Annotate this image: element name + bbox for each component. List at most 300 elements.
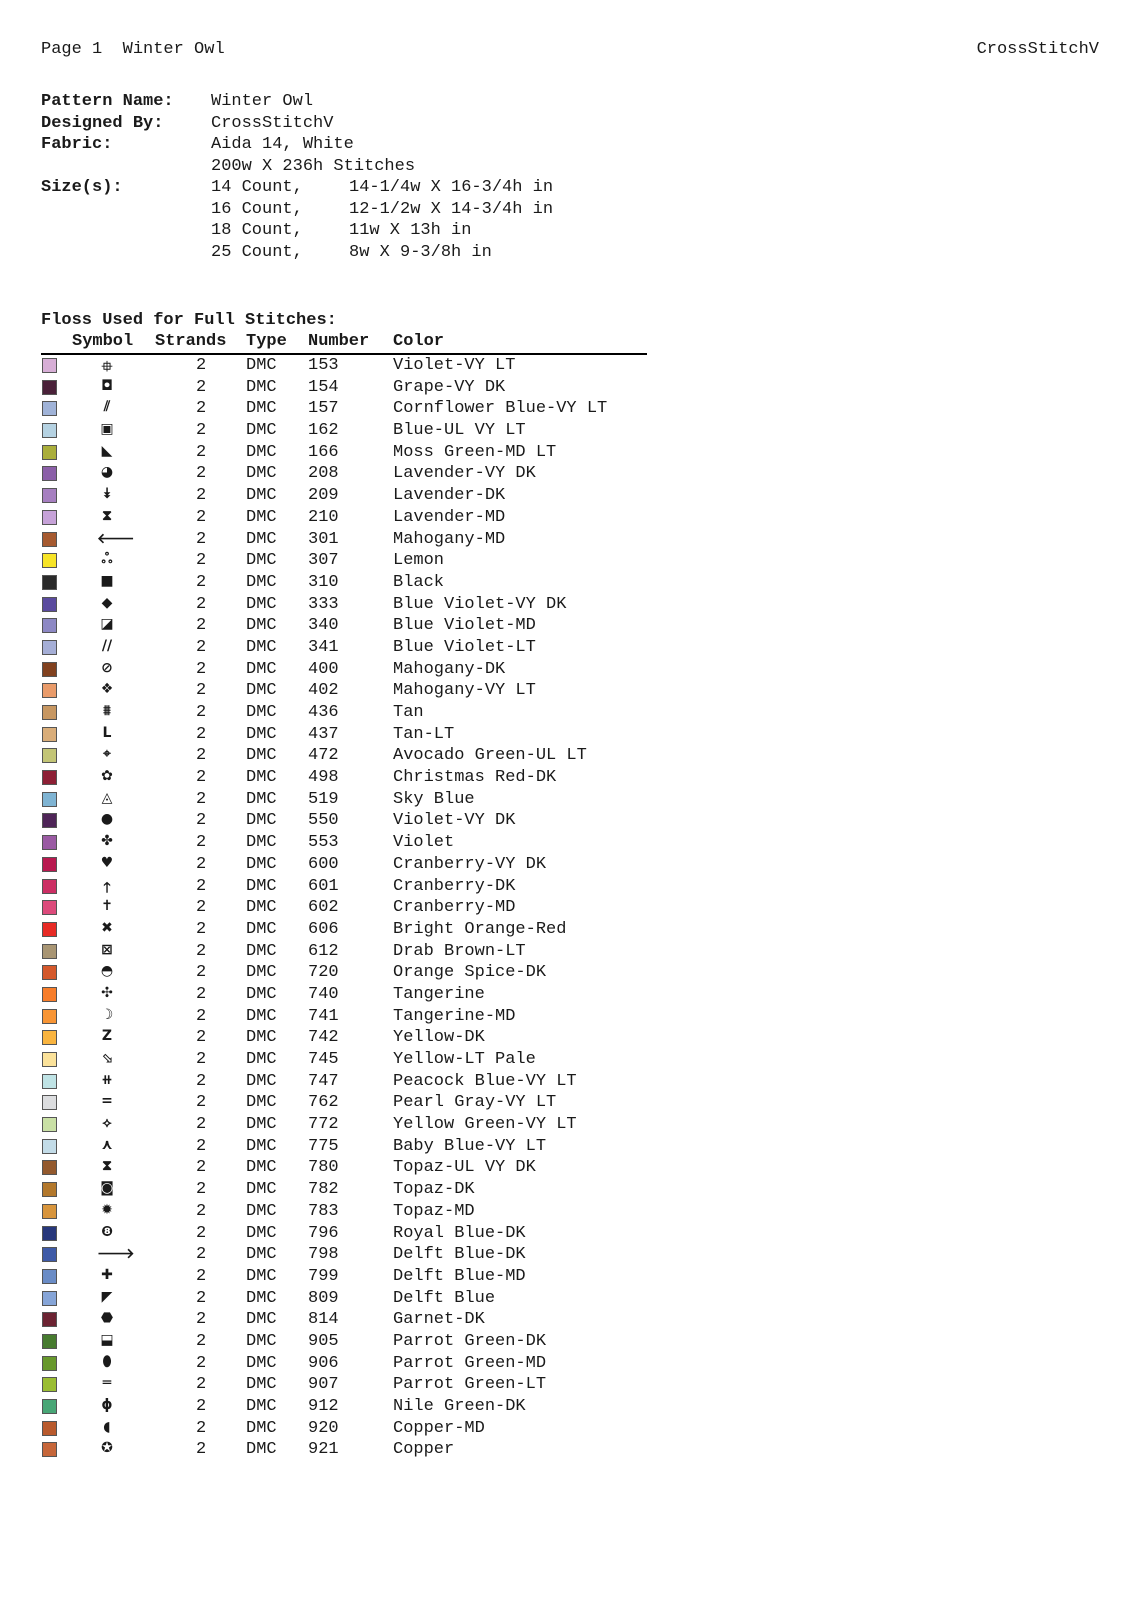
color-name-cell: Yellow Green-VY LT bbox=[393, 1115, 577, 1135]
stitch-symbol: ◆ bbox=[101, 594, 113, 611]
stitch-symbol: ♥ bbox=[100, 854, 114, 871]
table-row bbox=[41, 529, 661, 551]
table-row bbox=[41, 615, 661, 637]
number-cell: 905 bbox=[308, 1331, 339, 1351]
color-swatch bbox=[42, 640, 57, 655]
type-cell: DMC bbox=[246, 529, 277, 549]
table-row bbox=[41, 1006, 661, 1028]
color-swatch bbox=[42, 662, 57, 677]
type-cell: DMC bbox=[246, 442, 277, 462]
color-swatch bbox=[42, 1117, 57, 1132]
table-row bbox=[41, 984, 661, 1006]
table-row bbox=[41, 897, 661, 919]
color-swatch bbox=[42, 1269, 57, 1284]
color-name-cell: Tangerine-MD bbox=[393, 1006, 516, 1026]
page-header bbox=[41, 40, 225, 59]
strands-cell: 2 bbox=[196, 1050, 207, 1069]
color-name-cell: Violet bbox=[393, 833, 455, 853]
stitch-symbol: ◬ bbox=[101, 789, 113, 806]
color-name-cell: Blue-UL VY LT bbox=[393, 421, 526, 441]
strands-cell: 2 bbox=[196, 1201, 207, 1221]
color-name-cell: Mahogany-DK bbox=[393, 659, 506, 679]
color-swatch bbox=[42, 358, 57, 373]
strands-cell: 2 bbox=[196, 1006, 207, 1026]
type-cell: DMC bbox=[246, 789, 277, 809]
number-cell: 798 bbox=[308, 1245, 339, 1265]
color-name-cell: Blue Violet-MD bbox=[393, 616, 536, 636]
table-row bbox=[41, 1374, 661, 1396]
stitch-symbol: ◖ bbox=[103, 1418, 111, 1435]
strands-cell: 2 bbox=[196, 703, 207, 722]
stitch-symbol: Z bbox=[101, 1028, 113, 1045]
table-row bbox=[41, 355, 661, 377]
color-swatch bbox=[42, 770, 57, 785]
table-row bbox=[41, 1027, 661, 1049]
color-swatch bbox=[42, 466, 57, 481]
color-swatch bbox=[42, 380, 57, 395]
color-swatch bbox=[42, 900, 57, 915]
stitch-symbol: ⬮ bbox=[102, 1353, 112, 1370]
strands-cell: 2 bbox=[196, 963, 207, 983]
strands-cell: 2 bbox=[196, 1158, 207, 1178]
color-name-cell: Delft Blue-MD bbox=[393, 1266, 526, 1286]
number-cell: 814 bbox=[308, 1310, 339, 1330]
table-row bbox=[41, 550, 661, 572]
color-name-cell: Drab Brown-LT bbox=[393, 941, 526, 961]
color-swatch bbox=[42, 727, 57, 742]
color-swatch bbox=[42, 1442, 57, 1457]
stitch-symbol: ✣ bbox=[101, 984, 113, 1001]
color-swatch bbox=[42, 813, 57, 828]
number-cell: 809 bbox=[308, 1288, 339, 1308]
number-cell: 799 bbox=[308, 1266, 339, 1286]
color-name-cell: Cranberry-MD bbox=[393, 898, 516, 918]
table-row bbox=[41, 442, 661, 464]
color-swatch bbox=[42, 1226, 57, 1241]
strands-cell: 2 bbox=[196, 551, 207, 571]
column-header-strands: Strands bbox=[155, 332, 227, 351]
color-name-cell: Peacock Blue-VY LT bbox=[393, 1071, 577, 1091]
number-cell: 400 bbox=[308, 659, 339, 679]
number-cell: 402 bbox=[308, 681, 339, 701]
stitch-symbol: // bbox=[101, 637, 113, 654]
color-name-cell: Pearl Gray-VY LT bbox=[393, 1093, 557, 1113]
color-swatch bbox=[42, 792, 57, 807]
strands-cell: 2 bbox=[196, 1136, 207, 1156]
strands-cell: 2 bbox=[196, 442, 207, 462]
strands-cell: 2 bbox=[196, 1093, 207, 1113]
number-cell: 166 bbox=[308, 442, 339, 462]
strands-cell: 2 bbox=[196, 594, 207, 614]
type-cell: DMC bbox=[246, 659, 277, 679]
color-swatch bbox=[42, 1204, 57, 1219]
table-row bbox=[41, 1049, 661, 1071]
stitch-symbol: ◘ bbox=[101, 377, 113, 394]
table-row bbox=[41, 398, 661, 420]
stitch-symbol: ✖ bbox=[101, 919, 113, 936]
color-swatch bbox=[42, 618, 57, 633]
number-cell: 162 bbox=[308, 421, 339, 441]
color-name-cell: Lavender-VY DK bbox=[393, 464, 536, 484]
strands-cell: 2 bbox=[196, 1115, 207, 1135]
type-cell: DMC bbox=[246, 421, 277, 441]
color-swatch bbox=[42, 1009, 57, 1024]
stitch-symbol: ❖ bbox=[100, 681, 114, 698]
table-row bbox=[41, 507, 661, 529]
color-swatch bbox=[42, 1247, 57, 1262]
strands-cell: 2 bbox=[196, 421, 207, 441]
type-cell: DMC bbox=[246, 681, 277, 701]
number-cell: 310 bbox=[308, 572, 339, 592]
strands-cell: 2 bbox=[196, 529, 207, 549]
number-cell: 157 bbox=[308, 399, 339, 419]
color-name-cell: Cranberry-DK bbox=[393, 876, 516, 896]
page-number: Page 1 bbox=[41, 40, 103, 59]
type-cell: DMC bbox=[246, 1418, 277, 1438]
number-cell: 210 bbox=[308, 507, 339, 527]
type-cell: DMC bbox=[246, 703, 277, 722]
color-name-cell: Lemon bbox=[393, 551, 445, 571]
color-swatch bbox=[42, 1139, 57, 1154]
number-cell: 606 bbox=[308, 919, 339, 939]
type-cell: DMC bbox=[246, 1006, 277, 1026]
color-swatch bbox=[42, 597, 57, 612]
type-cell: DMC bbox=[246, 572, 277, 592]
designer: CrossStitchV bbox=[211, 113, 334, 133]
table-row bbox=[41, 962, 661, 984]
number-cell: 912 bbox=[308, 1397, 339, 1416]
type-cell: DMC bbox=[246, 1093, 277, 1113]
color-swatch bbox=[42, 965, 57, 980]
number-cell: 783 bbox=[308, 1201, 339, 1221]
table-row bbox=[41, 1266, 661, 1288]
number-cell: 907 bbox=[308, 1375, 339, 1395]
stitch-symbol: ◤ bbox=[101, 1288, 113, 1305]
color-swatch bbox=[42, 1399, 57, 1414]
number-cell: 720 bbox=[308, 963, 339, 983]
strands-cell: 2 bbox=[196, 919, 207, 939]
stitch-symbol: ⧺ bbox=[101, 1071, 113, 1088]
type-cell: DMC bbox=[246, 1071, 277, 1091]
table-row bbox=[41, 767, 661, 789]
type-cell: DMC bbox=[246, 1201, 277, 1221]
color-swatch bbox=[42, 532, 57, 547]
color-swatch bbox=[42, 488, 57, 503]
stitch-symbol: ✿ bbox=[101, 768, 113, 785]
type-cell: DMC bbox=[246, 551, 277, 571]
type-cell: DMC bbox=[246, 854, 277, 874]
size-dims: 11w X 13h in bbox=[349, 221, 472, 240]
page-title: Winter Owl bbox=[122, 40, 225, 59]
stitch-symbol: ● bbox=[100, 811, 114, 828]
designed-by-label: Designed By: bbox=[41, 113, 164, 133]
color-name-cell: Delft Blue-DK bbox=[393, 1245, 526, 1265]
color-swatch bbox=[42, 1160, 57, 1175]
type-cell: DMC bbox=[246, 768, 277, 788]
table-row bbox=[41, 485, 661, 507]
type-cell: DMC bbox=[246, 464, 277, 484]
number-cell: 209 bbox=[308, 486, 339, 506]
type-cell: DMC bbox=[246, 746, 277, 766]
type-cell: DMC bbox=[246, 486, 277, 506]
strands-cell: 2 bbox=[196, 1353, 207, 1373]
color-name-cell: Mahogany-VY LT bbox=[393, 681, 536, 701]
size-count: 14 Count, bbox=[211, 178, 303, 197]
stitch-symbol: ☽ bbox=[100, 1006, 114, 1023]
color-name-cell: Violet-VY LT bbox=[393, 356, 516, 375]
color-name-cell: Avocado Green-UL LT bbox=[393, 746, 587, 766]
strands-cell: 2 bbox=[196, 1288, 207, 1308]
number-cell: 208 bbox=[308, 464, 339, 484]
number-cell: 519 bbox=[308, 789, 339, 809]
stitch-symbol: ⬣ bbox=[100, 1310, 114, 1327]
color-name-cell: Garnet-DK bbox=[393, 1310, 485, 1330]
strands-cell: 2 bbox=[196, 1418, 207, 1438]
number-cell: 340 bbox=[308, 616, 339, 636]
color-name-cell: Moss Green-MD LT bbox=[393, 442, 557, 462]
floss-section-title: Floss Used for Full Stitches: bbox=[41, 311, 337, 330]
strands-cell: 2 bbox=[196, 1331, 207, 1351]
color-name-cell: Mahogany-MD bbox=[393, 529, 506, 549]
type-cell: DMC bbox=[246, 984, 277, 1004]
color-name-cell: Baby Blue-VY LT bbox=[393, 1136, 547, 1156]
type-cell: DMC bbox=[246, 377, 277, 397]
color-swatch bbox=[42, 401, 57, 416]
color-swatch bbox=[42, 683, 57, 698]
stitch-symbol: ⬂ bbox=[101, 1050, 113, 1066]
strands-cell: 2 bbox=[196, 1245, 207, 1265]
type-cell: DMC bbox=[246, 1180, 277, 1200]
number-cell: 747 bbox=[308, 1071, 339, 1091]
size-dims: 14-1/4w X 16-3/4h in bbox=[349, 178, 554, 197]
type-cell: DMC bbox=[246, 898, 277, 918]
color-swatch bbox=[42, 1291, 57, 1306]
stitch-symbol: ✚ bbox=[101, 1266, 113, 1283]
table-row bbox=[41, 919, 661, 941]
color-name-cell: Lavender-MD bbox=[393, 507, 506, 527]
stitch-symbol: ◕ bbox=[100, 464, 114, 481]
table-row bbox=[41, 702, 661, 724]
type-cell: DMC bbox=[246, 811, 277, 831]
size-count: 18 Count, bbox=[211, 221, 303, 240]
fabric-label: Fabric: bbox=[41, 135, 113, 154]
table-row bbox=[41, 1071, 661, 1093]
stitch-symbol: ▣ bbox=[100, 421, 114, 438]
color-name-cell: Lavender-DK bbox=[393, 486, 506, 506]
stitch-symbol: ⬓ bbox=[100, 1331, 114, 1348]
stitch-symbol: 🡑 bbox=[103, 879, 111, 896]
type-cell: DMC bbox=[246, 724, 277, 744]
color-swatch bbox=[42, 835, 57, 850]
type-cell: DMC bbox=[246, 1375, 277, 1395]
floss-table-header bbox=[41, 332, 647, 355]
type-cell: DMC bbox=[246, 1115, 277, 1135]
color-name-cell: Grape-VY DK bbox=[393, 377, 506, 397]
strands-cell: 2 bbox=[196, 833, 207, 853]
color-swatch bbox=[42, 922, 57, 937]
type-cell: DMC bbox=[246, 963, 277, 983]
strands-cell: 2 bbox=[196, 399, 207, 419]
color-name-cell: Topaz-MD bbox=[393, 1201, 475, 1221]
stitch-symbol: ⩩ bbox=[103, 703, 111, 719]
color-swatch bbox=[42, 445, 57, 460]
color-swatch bbox=[42, 1356, 57, 1371]
stitch-symbol: ═ bbox=[102, 1375, 112, 1392]
color-name-cell: Cranberry-VY DK bbox=[393, 854, 547, 874]
table-row bbox=[41, 1092, 661, 1114]
table-row bbox=[41, 1157, 661, 1179]
strands-cell: 2 bbox=[196, 941, 207, 961]
color-name-cell: Copper-MD bbox=[393, 1418, 485, 1438]
stitch-symbol: ⫽ bbox=[103, 399, 111, 416]
strands-cell: 2 bbox=[196, 789, 207, 809]
number-cell: 906 bbox=[308, 1353, 339, 1373]
color-swatch bbox=[42, 1312, 57, 1327]
stitch-symbol: 🡐 bbox=[97, 530, 135, 547]
table-row bbox=[41, 1439, 661, 1461]
type-cell: DMC bbox=[246, 356, 277, 375]
type-cell: DMC bbox=[246, 594, 277, 614]
color-name-cell: Violet-VY DK bbox=[393, 811, 516, 831]
color-swatch bbox=[42, 423, 57, 438]
pattern-name: Winter Owl bbox=[211, 92, 314, 111]
type-cell: DMC bbox=[246, 1028, 277, 1048]
table-row bbox=[41, 1288, 661, 1310]
number-cell: 436 bbox=[308, 703, 339, 722]
type-cell: DMC bbox=[246, 1440, 277, 1460]
size-count: 25 Count, bbox=[211, 242, 303, 262]
color-name-cell: Parrot Green-MD bbox=[393, 1353, 547, 1373]
stitch-symbol: ⊠ bbox=[101, 941, 113, 958]
color-swatch bbox=[42, 1334, 57, 1349]
type-cell: DMC bbox=[246, 1397, 277, 1416]
strands-cell: 2 bbox=[196, 507, 207, 527]
type-cell: DMC bbox=[246, 1266, 277, 1286]
number-cell: 153 bbox=[308, 356, 339, 375]
color-swatch bbox=[42, 748, 57, 763]
type-cell: DMC bbox=[246, 833, 277, 853]
table-row bbox=[41, 463, 661, 485]
color-swatch bbox=[42, 705, 57, 720]
fabric: Aida 14, White bbox=[211, 135, 354, 154]
number-cell: 762 bbox=[308, 1093, 339, 1113]
color-name-cell: Topaz-UL VY DK bbox=[393, 1158, 536, 1178]
color-swatch bbox=[42, 1095, 57, 1110]
stitch-symbol: ✝ bbox=[101, 898, 113, 915]
stitch-symbol: ✤ bbox=[101, 833, 113, 850]
type-cell: DMC bbox=[246, 399, 277, 419]
color-name-cell: Parrot Green-DK bbox=[393, 1331, 547, 1351]
table-row bbox=[41, 724, 661, 746]
strands-cell: 2 bbox=[196, 377, 207, 397]
type-cell: DMC bbox=[246, 1050, 277, 1069]
color-name-cell: Yellow-LT Pale bbox=[393, 1050, 536, 1069]
number-cell: 154 bbox=[308, 377, 339, 397]
strands-cell: 2 bbox=[196, 681, 207, 701]
table-row bbox=[41, 1418, 661, 1440]
color-name-cell: Black bbox=[393, 572, 445, 592]
strands-cell: 2 bbox=[196, 724, 207, 744]
stitch-symbol: ⯯ bbox=[102, 486, 112, 503]
type-cell: DMC bbox=[246, 637, 277, 657]
stitch-symbol: ⋏ bbox=[101, 1136, 113, 1153]
table-row bbox=[41, 1201, 661, 1223]
column-header-color: Color bbox=[393, 332, 445, 351]
stitch-symbol: ◪ bbox=[100, 616, 114, 633]
color-name-cell: Blue Violet-LT bbox=[393, 637, 536, 657]
color-swatch bbox=[42, 1421, 57, 1436]
table-row bbox=[41, 572, 661, 594]
number-cell: 741 bbox=[308, 1006, 339, 1026]
column-header-type: Type bbox=[246, 332, 287, 351]
type-cell: DMC bbox=[246, 919, 277, 939]
table-row bbox=[41, 1331, 661, 1353]
type-cell: DMC bbox=[246, 941, 277, 961]
table-row bbox=[41, 854, 661, 876]
color-name-cell: Sky Blue bbox=[393, 789, 475, 809]
color-swatch bbox=[42, 1377, 57, 1392]
table-row bbox=[41, 832, 661, 854]
strands-cell: 2 bbox=[196, 768, 207, 788]
strands-cell: 2 bbox=[196, 1028, 207, 1048]
table-row bbox=[41, 1179, 661, 1201]
number-cell: 775 bbox=[308, 1136, 339, 1156]
stitch-symbol: ■ bbox=[100, 572, 114, 589]
pattern-name-label: Pattern Name: bbox=[41, 92, 174, 111]
sizes-label: Size(s): bbox=[41, 178, 123, 197]
size-dims: 12-1/2w X 14-3/4h in bbox=[349, 199, 554, 219]
type-cell: DMC bbox=[246, 616, 277, 636]
number-cell: 602 bbox=[308, 898, 339, 918]
type-cell: DMC bbox=[246, 876, 277, 896]
stitch-symbol: = bbox=[101, 1093, 113, 1110]
number-cell: 742 bbox=[308, 1028, 339, 1048]
color-name-cell: Topaz-DK bbox=[393, 1180, 475, 1200]
strands-cell: 2 bbox=[196, 876, 207, 896]
table-row bbox=[41, 1353, 661, 1375]
number-cell: 796 bbox=[308, 1223, 339, 1243]
color-swatch bbox=[42, 1182, 57, 1197]
table-row bbox=[41, 637, 661, 659]
table-row bbox=[41, 1396, 661, 1418]
strands-cell: 2 bbox=[196, 1180, 207, 1200]
strands-cell: 2 bbox=[196, 356, 207, 375]
color-name-cell: Nile Green-DK bbox=[393, 1397, 526, 1416]
number-cell: 550 bbox=[308, 811, 339, 831]
table-row bbox=[41, 1309, 661, 1331]
number-cell: 772 bbox=[308, 1115, 339, 1135]
stitch-symbol: ⊘ bbox=[101, 659, 113, 676]
number-cell: 745 bbox=[308, 1050, 339, 1069]
table-row bbox=[41, 680, 661, 702]
color-swatch bbox=[42, 879, 57, 894]
color-swatch bbox=[42, 1030, 57, 1045]
color-name-cell: Orange Spice-DK bbox=[393, 963, 547, 983]
color-swatch bbox=[42, 1074, 57, 1089]
number-cell: 782 bbox=[308, 1180, 339, 1200]
pattern-info bbox=[41, 92, 553, 264]
type-cell: DMC bbox=[246, 1136, 277, 1156]
number-cell: 921 bbox=[308, 1440, 339, 1460]
stitch-symbol: ✹ bbox=[101, 1201, 113, 1218]
stitch-symbol: ❽ bbox=[101, 1223, 113, 1240]
table-row bbox=[41, 1114, 661, 1136]
stitch-symbol: ◓ bbox=[100, 963, 114, 980]
stitch-symbol: ⧗ bbox=[102, 1158, 112, 1175]
type-cell: DMC bbox=[246, 1353, 277, 1373]
strands-cell: 2 bbox=[196, 1375, 207, 1395]
number-cell: 437 bbox=[308, 724, 339, 744]
